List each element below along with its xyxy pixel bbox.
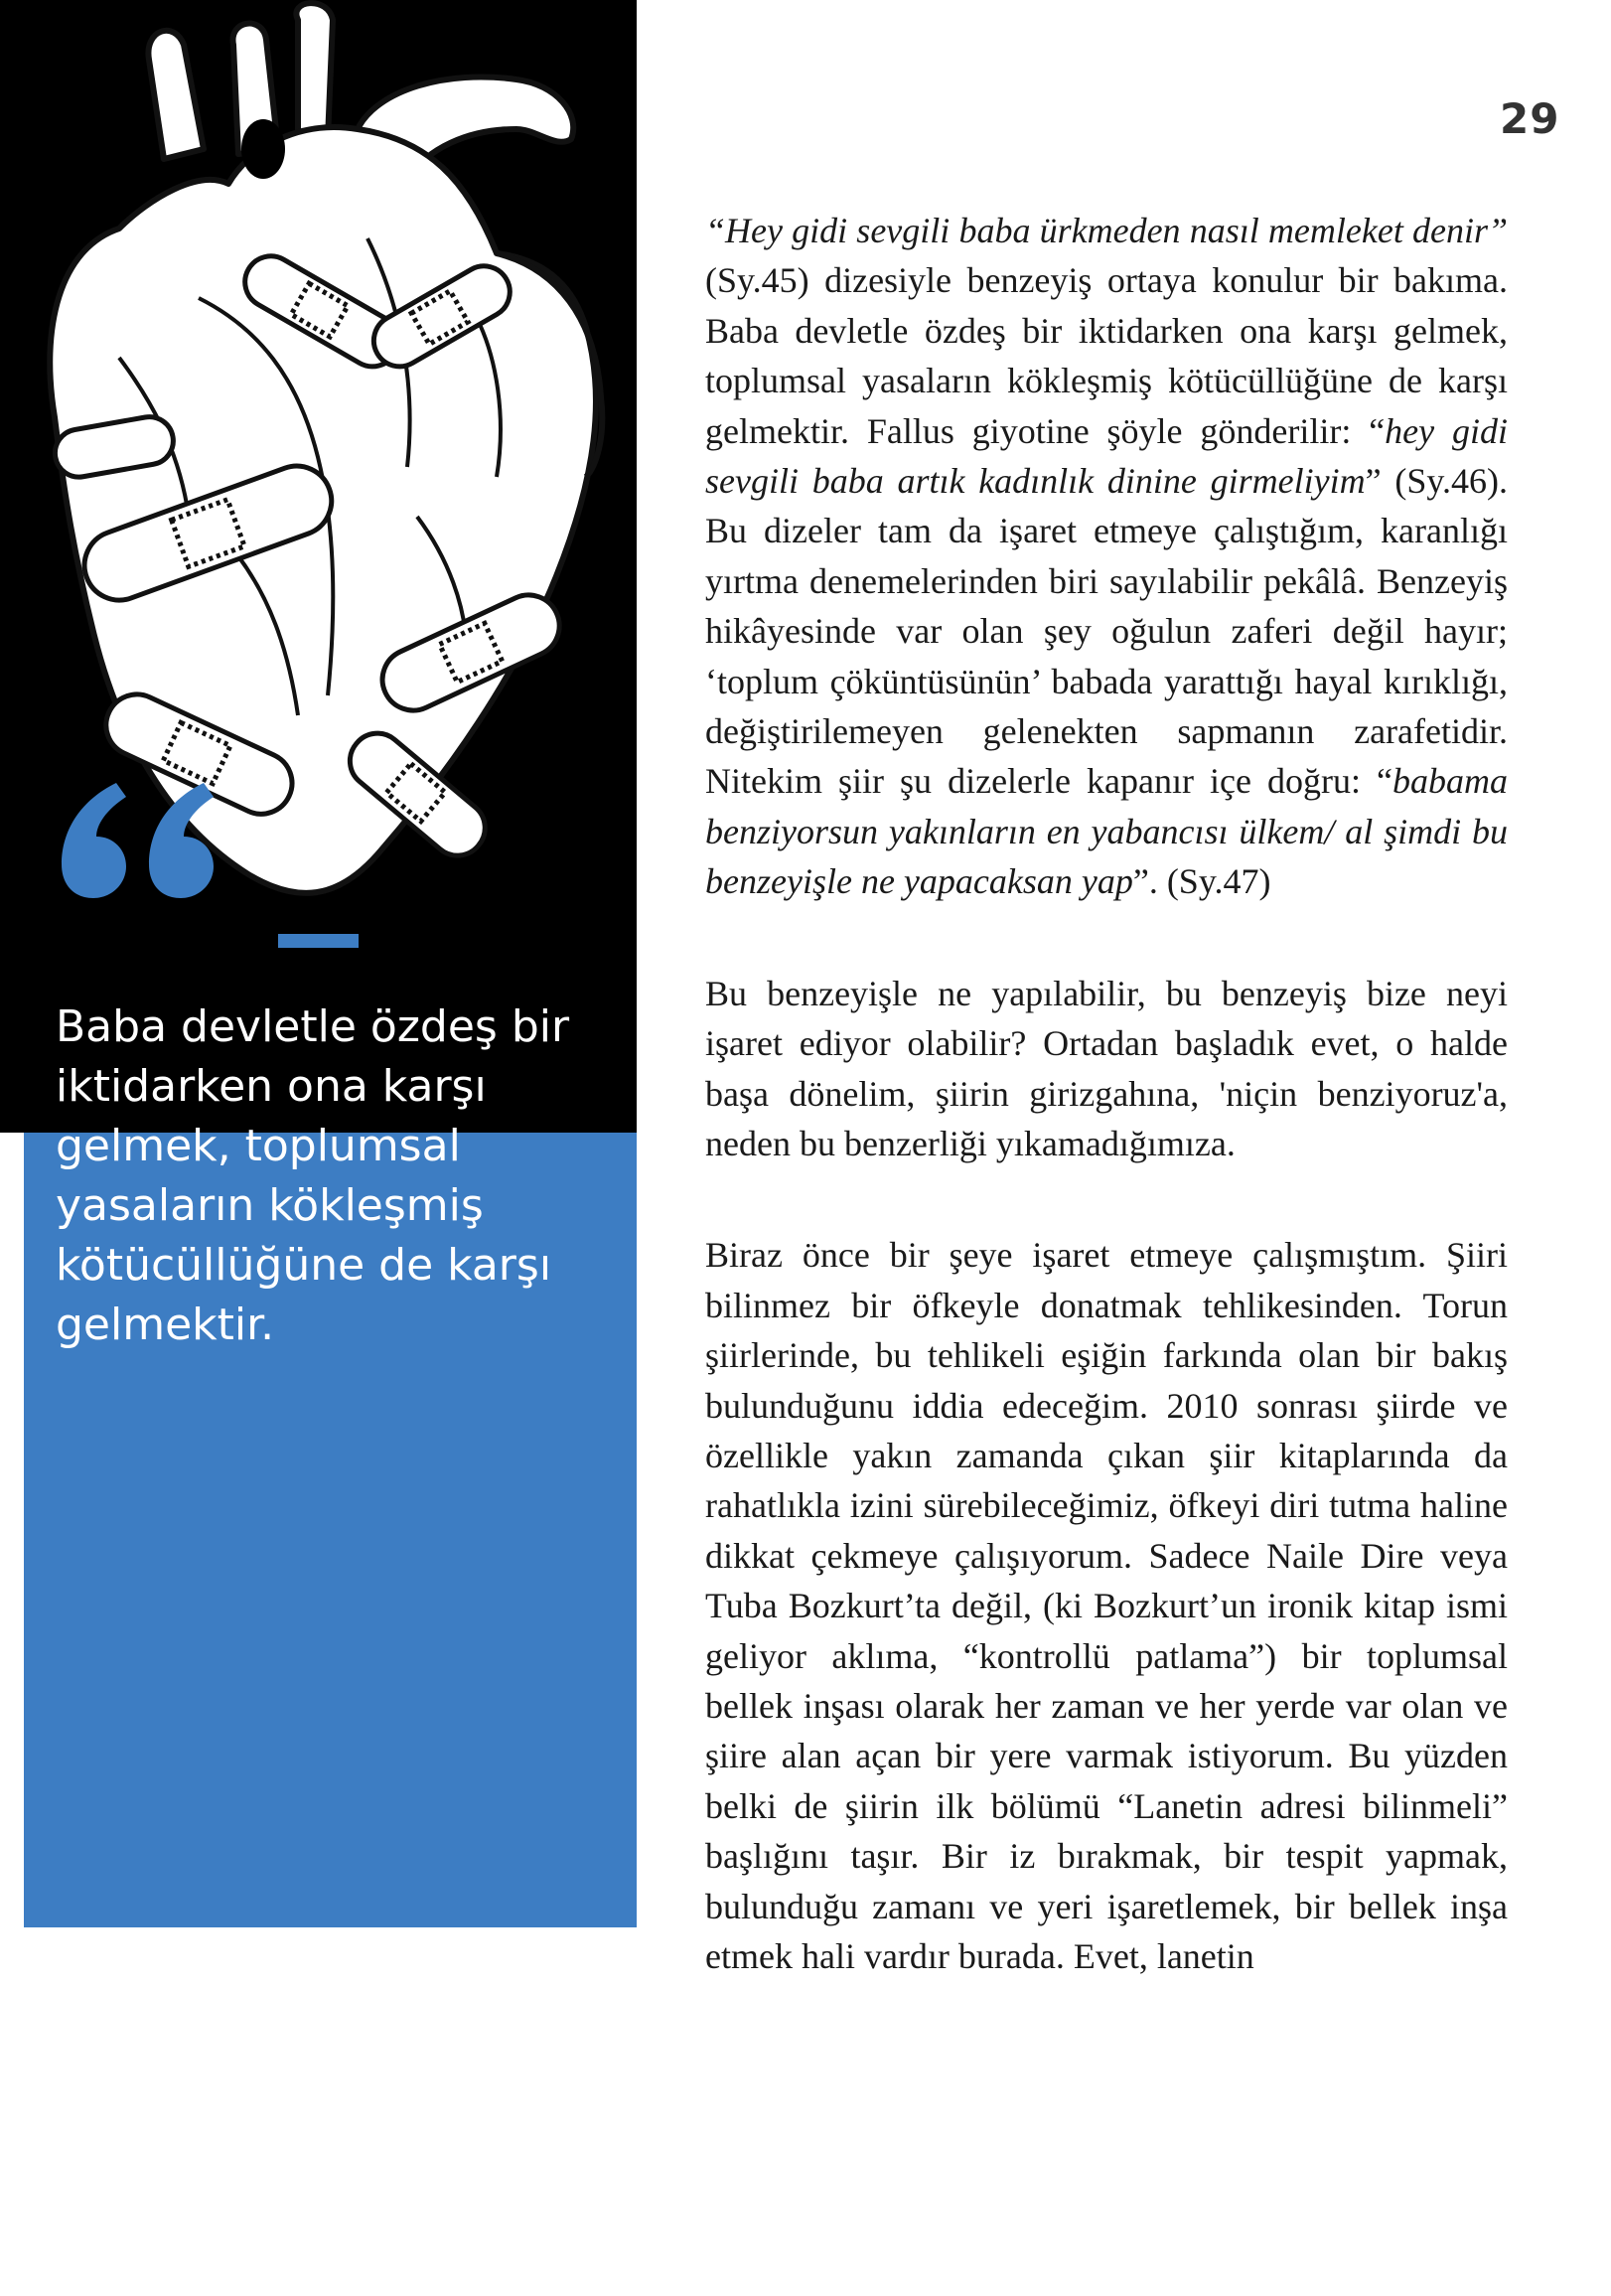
paragraph-text: (Sy.45) dizesiyle benzeyiş ortaya konulur bir bakıma. Baba devletle özdeş bir iktidarken ona karşı gelmek, toplumsal yasaların kökleşmiş kötücüllüğüne de karşı gelmektir. Fallus giyotine şöyle gönderilir: “: [705, 260, 1508, 451]
page-number: 29: [1500, 94, 1560, 143]
quoted-verse: “Hey gidi sevgili baba ürkmeden nasıl memleket denir”: [705, 211, 1508, 250]
accent-strip: [278, 934, 359, 948]
paragraph-text: ”. (Sy.47): [1132, 861, 1271, 902]
paragraph: Biraz önce bir şeye işaret etmeye çalışmıştım. Şiiri bilinmez bir öfkeyle donatmak tehlikesinden. Torun şiirlerinde, bu tehlikeli eşiğin farkında olan bir bakış bulunduğunu iddia edeceğim. 2010 sonrası şiirde ve özellikle yakın zamanda çıkan şiir kitaplarında da rahatlıkla izini sürebileceğimiz, öfkeyi diri tutma haline dikkat çekmeye çalışıyorum. Sadece Naile Dire veya Tuba Bozkurt’ta değil, (ki Bozkurt’un ironik kitap ismi geliyor aklıma, “kontrollü patlama”) bir toplumsal bellek inşası olarak her zaman ve her yerde var olan ve şiire alan açan bir yere varmak istiyorum. Bu yüzden belki de şiirin ilk bölümü “Lanetin adresi bilinmeli” başlığını taşır. Bir iz bırakmak, bir tespit yapmak, bulunduğu zamanı ve yeri işaretlemek, bir bellek inşa etmek hali vardır burada. Evet, lanetin: [705, 1235, 1508, 1976]
quote-mark-icon: [52, 775, 230, 904]
body-text: [705, 206, 1508, 1981]
quoted-verse: babama benziyorsun yakınların en yabancısı ülkem/ al şimdi bu benzeyişle ne yapacaksan yap: [705, 761, 1508, 902]
bandaged-heart-icon: [0, 0, 637, 1133]
pull-quote-text: Baba devletle özdeş bir iktidarken ona karşı gelmek, toplumsal yasaların kökleşmiş kötücüllüğüne de karşı gelmektir.: [56, 1001, 570, 1350]
quoted-verse: hey gidi sevgili baba artık kadınlık dinine girmeliyim: [705, 410, 1508, 502]
illustration-panel: [0, 0, 637, 1133]
paragraph-text: ” (Sy.46). Bu dizeler tam da işaret etmeye çalıştığım, karanlığı yırtma denemelerinden biri sayılabilir pekâlâ. Benzeyiş hikâyesinde var olan şey oğulun zaferi değil hayır; ‘toplum çöküntüsünün’ babada yarattığı hayal kırıklığı, değiştirilemeyen gelenekten sapmanın zarafetidir. Nitekim şiir şu dizelerle kapanır içe doğru: “: [705, 461, 1508, 802]
paragraph: Bu benzeyişle ne yapılabilir, bu benzeyiş bize neyi işaret ediyor olabilir? Ortadan başladık evet, o halde başa dönelim, şiirin girizgahına, 'niçin benziyoruz'a, neden bu benzerliği yıkamadığımıza.: [705, 973, 1508, 1163]
paragraph: [705, 206, 1508, 907]
